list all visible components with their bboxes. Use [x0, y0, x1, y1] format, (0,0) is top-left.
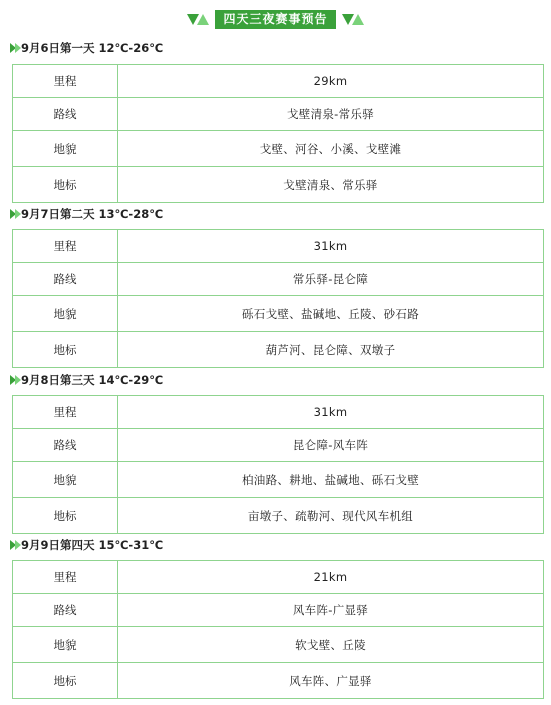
row-label: 地标: [13, 167, 118, 203]
row-label: 地貌: [13, 296, 118, 332]
row-label: 地标: [13, 498, 118, 534]
table-row: [13, 332, 544, 368]
day-table-4: [12, 560, 544, 699]
double-arrow-icon: [10, 43, 20, 53]
row-label: 路线: [13, 98, 118, 131]
table-row: [13, 167, 544, 203]
table-row: [13, 663, 544, 699]
table-row: [13, 429, 544, 462]
row-value: 亩墩子、疏勒河、现代风车机组: [118, 498, 544, 534]
row-label: 地貌: [13, 131, 118, 167]
row-label: 地貌: [13, 462, 118, 498]
day-header-text: 9月7日第二天 13℃-28℃: [21, 207, 164, 221]
row-value: 戈壁清泉-常乐驿: [118, 98, 544, 131]
day-table-3: [12, 395, 544, 534]
table-row: [13, 462, 544, 498]
double-arrow-icon: [10, 540, 20, 550]
table-row: [13, 627, 544, 663]
section-banner: [0, 9, 551, 29]
row-label: 路线: [13, 429, 118, 462]
row-value: 戈壁、河谷、小溪、戈壁滩: [118, 131, 544, 167]
row-value: 砾石戈壁、盐碱地、丘陵、砂石路: [118, 296, 544, 332]
row-value: 葫芦河、昆仑障、双墩子: [118, 332, 544, 368]
row-label: 里程: [13, 396, 118, 429]
table-row: [13, 98, 544, 131]
table-row: [13, 296, 544, 332]
table-row: [13, 65, 544, 98]
row-label: 里程: [13, 561, 118, 594]
row-value: 31km: [118, 230, 544, 263]
row-label: 地貌: [13, 627, 118, 663]
double-arrow-icon: [10, 375, 20, 385]
day-table-2: [12, 229, 544, 368]
row-label: 地标: [13, 332, 118, 368]
banner-title: 四天三夜赛事预告: [215, 10, 335, 29]
row-value: 31km: [118, 396, 544, 429]
table-row: [13, 131, 544, 167]
row-value: 21km: [118, 561, 544, 594]
day-header-4: [10, 537, 163, 553]
row-value: 常乐驿-昆仑障: [118, 263, 544, 296]
day-header-text: 9月8日第三天 14℃-29℃: [21, 373, 164, 387]
day-table-1: [12, 64, 544, 203]
table-row: [13, 594, 544, 627]
table-row: [13, 396, 544, 429]
row-value: 柏油路、耕地、盐碱地、砾石戈壁: [118, 462, 544, 498]
row-value: 29km: [118, 65, 544, 98]
triangle-decoration-right-icon: [342, 14, 364, 25]
row-value: 软戈壁、丘陵: [118, 627, 544, 663]
row-label: 路线: [13, 263, 118, 296]
day-header-1: [10, 40, 163, 56]
table-row: [13, 498, 544, 534]
row-value: 昆仑障-风车阵: [118, 429, 544, 462]
row-label: 里程: [13, 230, 118, 263]
day-header-text: 9月9日第四天 15℃-31℃: [21, 538, 164, 552]
day-header-2: [10, 206, 163, 222]
row-value: 风车阵、广显驿: [118, 663, 544, 699]
row-value: 风车阵-广显驿: [118, 594, 544, 627]
triangle-decoration-left-icon: [187, 14, 209, 25]
row-label: 路线: [13, 594, 118, 627]
table-row: [13, 561, 544, 594]
day-header-text: 9月6日第一天 12℃-26℃: [21, 41, 164, 55]
table-row: [13, 230, 544, 263]
row-label: 地标: [13, 663, 118, 699]
row-label: 里程: [13, 65, 118, 98]
row-value: 戈壁清泉、常乐驿: [118, 167, 544, 203]
day-header-3: [10, 372, 163, 388]
table-row: [13, 263, 544, 296]
double-arrow-icon: [10, 209, 20, 219]
